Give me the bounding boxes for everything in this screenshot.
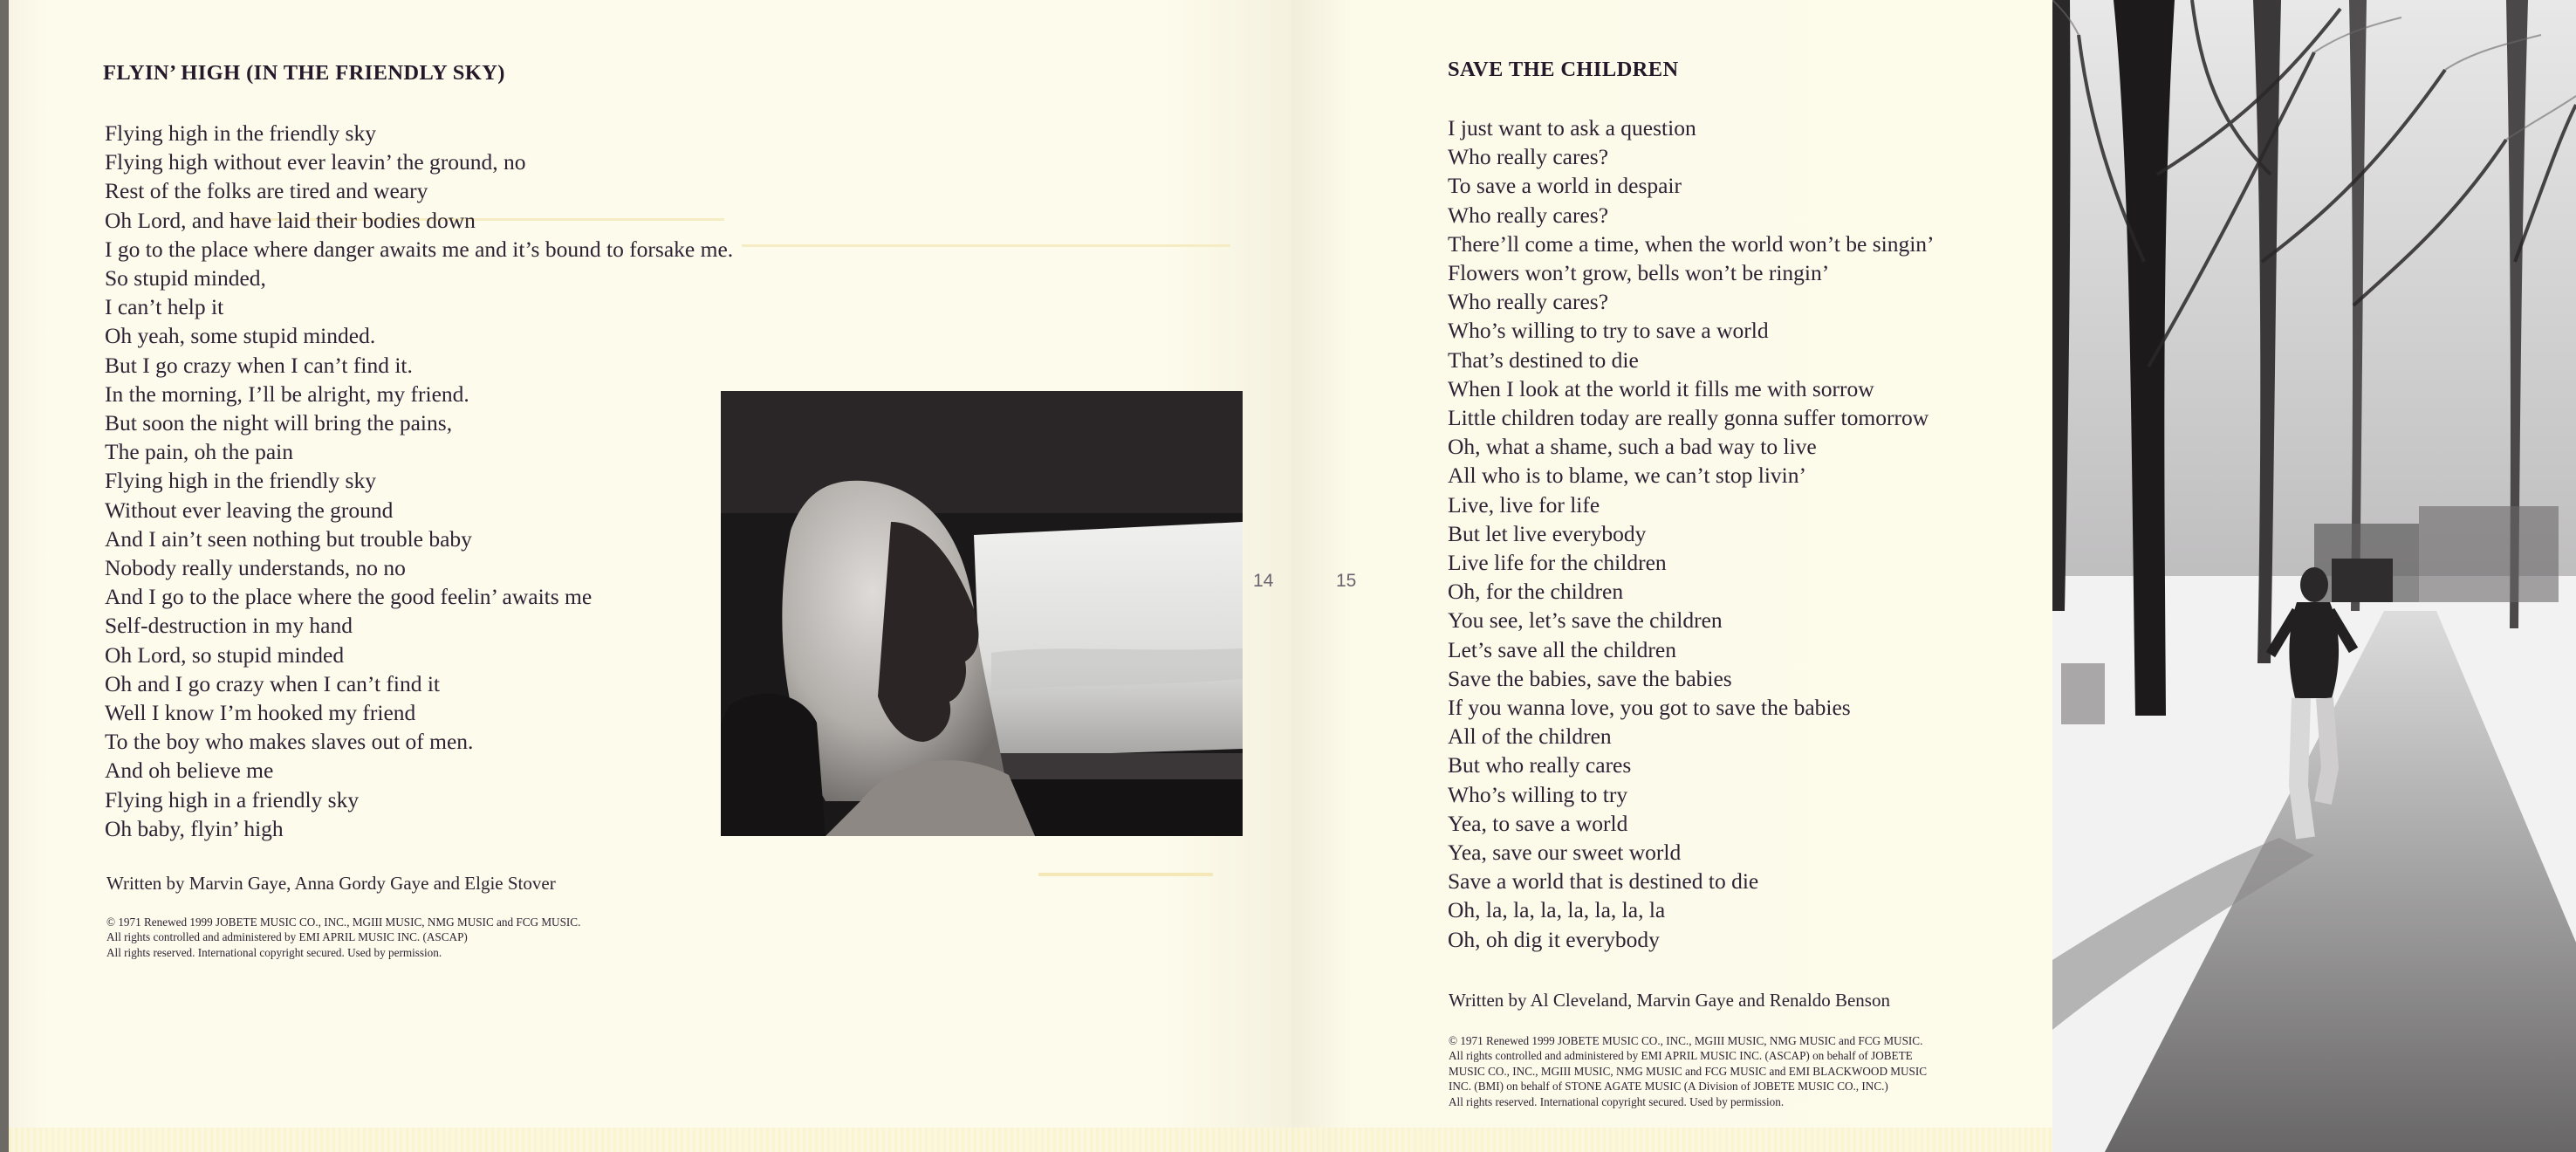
song-title-save-the-children: SAVE THE CHILDREN	[1448, 58, 1679, 81]
lyric-line: Flowers won’t grow, bells won’t be ringin’	[1448, 260, 1830, 286]
lyric-line: Flying high without ever leavin’ the ground, no	[105, 149, 526, 175]
lyric-line: Save the babies, save the babies	[1448, 665, 1732, 691]
lyric-line: Who really cares?	[1448, 289, 1609, 315]
copyright-line: All rights controlled and administered by EMI APRIL MUSIC INC. (ASCAP)	[106, 930, 468, 944]
lyric-line: Without ever leaving the ground	[105, 497, 394, 523]
copyright-line: MUSIC CO., INC., MGIII MUSIC, NMG MUSIC and FCG MUSIC and EMI BLACKWOOD MUSIC	[1449, 1064, 1928, 1078]
copyright-line: © 1971 Renewed 1999 JOBETE MUSIC CO., INC., MGIII MUSIC, NMG MUSIC and FCG MUSIC.	[106, 915, 581, 929]
lyric-line: Nobody really understands, no no	[105, 555, 406, 581]
lyric-line: Oh Lord, so stupid minded	[105, 641, 345, 668]
copyright-line: All rights controlled and administered by EMI APRIL MUSIC INC. (ASCAP) on behalf of JOBETE	[1449, 1049, 1913, 1063]
lyric-line: Well I know I’m hooked my friend	[105, 700, 416, 726]
lyric-line: That’s destined to die	[1448, 346, 1639, 373]
lyric-line: Live life for the children	[1448, 550, 1667, 576]
lyric-line: There’ll come a time, when the world won’t be singin’	[1448, 230, 1935, 257]
lyrics-save-the-children	[1448, 113, 1935, 954]
lyric-line: Oh, oh dig it everybody	[1448, 926, 1660, 952]
lyric-line: Oh, la, la, la, la, la, la, la	[1448, 897, 1666, 923]
lyric-line: Oh, what a shame, such a bad way to live	[1448, 434, 1817, 460]
right-page	[1291, 0, 2052, 1152]
bleed-through-ornament	[1038, 855, 1213, 876]
lyric-line: Flying high in a friendly sky	[105, 786, 360, 813]
lyric-line: When I look at the world it fills me with sorrow	[1448, 375, 1874, 401]
lyric-line: Let’s save all the children	[1448, 636, 1676, 662]
lyric-line: Save a world that is destined to die	[1448, 868, 1759, 895]
song-title-flyin-high: FLYIN’ HIGH (IN THE FRIENDLY SKY)	[103, 61, 505, 85]
lyric-line: Flying high in the friendly sky	[105, 468, 376, 494]
lyric-line: Self-destruction in my hand	[105, 613, 353, 639]
page-bottom-edge	[1291, 1128, 2052, 1152]
lyric-line: In the morning, I’ll be alright, my friend.	[105, 381, 469, 407]
lyric-line: Oh yeah, some stupid minded.	[105, 323, 376, 349]
copyright-line: All rights reserved. International copyright secured. Used by permission.	[1449, 1094, 1785, 1108]
lyric-line: All of the children	[1448, 723, 1612, 750]
lyric-line: So stupid minded,	[105, 265, 266, 291]
songwriter-credit: Written by Marvin Gaye, Anna Gordy Gaye and Elgie Stover	[106, 873, 556, 894]
copyright-notice	[1449, 1033, 1927, 1109]
lyric-line: Flying high in the friendly sky	[105, 120, 376, 146]
lyric-line: Little children today are really gonna suffer tomorrow	[1448, 405, 1929, 431]
lyric-line: All who is to blame, we can’t stop livin’	[1448, 463, 1807, 489]
snowy-street-runner-photo	[2052, 0, 2576, 1152]
lyric-line: Yea, to save a world	[1448, 810, 1628, 836]
lyric-line: But who really cares	[1448, 752, 1632, 778]
copyright-line: All rights reserved. International copyright secured. Used by permission.	[106, 945, 442, 959]
hooded-man-in-car-photo	[721, 391, 1243, 836]
copyright-line: INC. (BMI) on behalf of STONE AGATE MUSIC (A Division of JOBETE MUSIC CO., INC.)	[1449, 1080, 1888, 1094]
copyright-line: © 1971 Renewed 1999 JOBETE MUSIC CO., INC., MGIII MUSIC, NMG MUSIC and FCG MUSIC.	[1449, 1034, 1923, 1047]
songwriter-credit: Written by Al Cleveland, Marvin Gaye and Renaldo Benson	[1449, 990, 1890, 1011]
lyric-line: Yea, save our sweet world	[1448, 840, 1682, 866]
lyric-line: I go to the place where danger awaits me and it’s bound to forsake me.	[105, 236, 734, 262]
lyric-line: I can’t help it	[105, 294, 224, 320]
lyric-line: If you wanna love, you got to save the babies	[1448, 695, 1851, 721]
bleed-through-ornament	[742, 209, 1230, 247]
lyric-line: Oh Lord, and have laid their bodies down	[105, 207, 476, 233]
page-number-right: 15	[1336, 571, 1357, 591]
lyric-line: Oh and I go crazy when I can’t find it	[105, 670, 441, 696]
lyric-line: And I go to the place where the good feelin’ awaits me	[105, 584, 593, 610]
copyright-notice	[106, 915, 580, 960]
lyric-line: And oh believe me	[105, 758, 274, 784]
photo-illustration	[721, 391, 1243, 836]
lyric-line: The pain, oh the pain	[105, 439, 293, 465]
lyric-line: But I go crazy when I can’t find it.	[105, 352, 413, 378]
lyric-line: I just want to ask a question	[1448, 115, 1696, 141]
lyric-line: Oh, for the children	[1448, 579, 1624, 605]
lyric-line: Live, live for life	[1448, 491, 1600, 518]
lyrics-flyin-high	[105, 119, 733, 843]
lyric-line: To the boy who makes slaves out of men.	[105, 729, 474, 755]
lyric-line: But soon the night will bring the pains,	[105, 410, 453, 436]
lyric-line: But let live everybody	[1448, 520, 1647, 546]
lyric-line: Oh baby, flyin’ high	[105, 815, 284, 841]
lyric-line: Who really cares?	[1448, 202, 1609, 228]
page-number-left: 14	[1253, 571, 1274, 591]
photo-illustration	[2052, 0, 2576, 1152]
page-bottom-edge	[9, 1128, 1291, 1152]
lyric-line: And I ain’t seen nothing but trouble baby	[105, 525, 472, 552]
lyric-line: Who’s willing to try to save a world	[1448, 318, 1769, 344]
lyric-line: Rest of the folks are tired and weary	[105, 178, 428, 204]
lyric-line: Who’s willing to try	[1448, 781, 1628, 807]
lyric-line: You see, let’s save the children	[1448, 607, 1723, 634]
lyric-line: Who really cares?	[1448, 144, 1609, 170]
lyric-line: To save a world in despair	[1448, 173, 1682, 199]
